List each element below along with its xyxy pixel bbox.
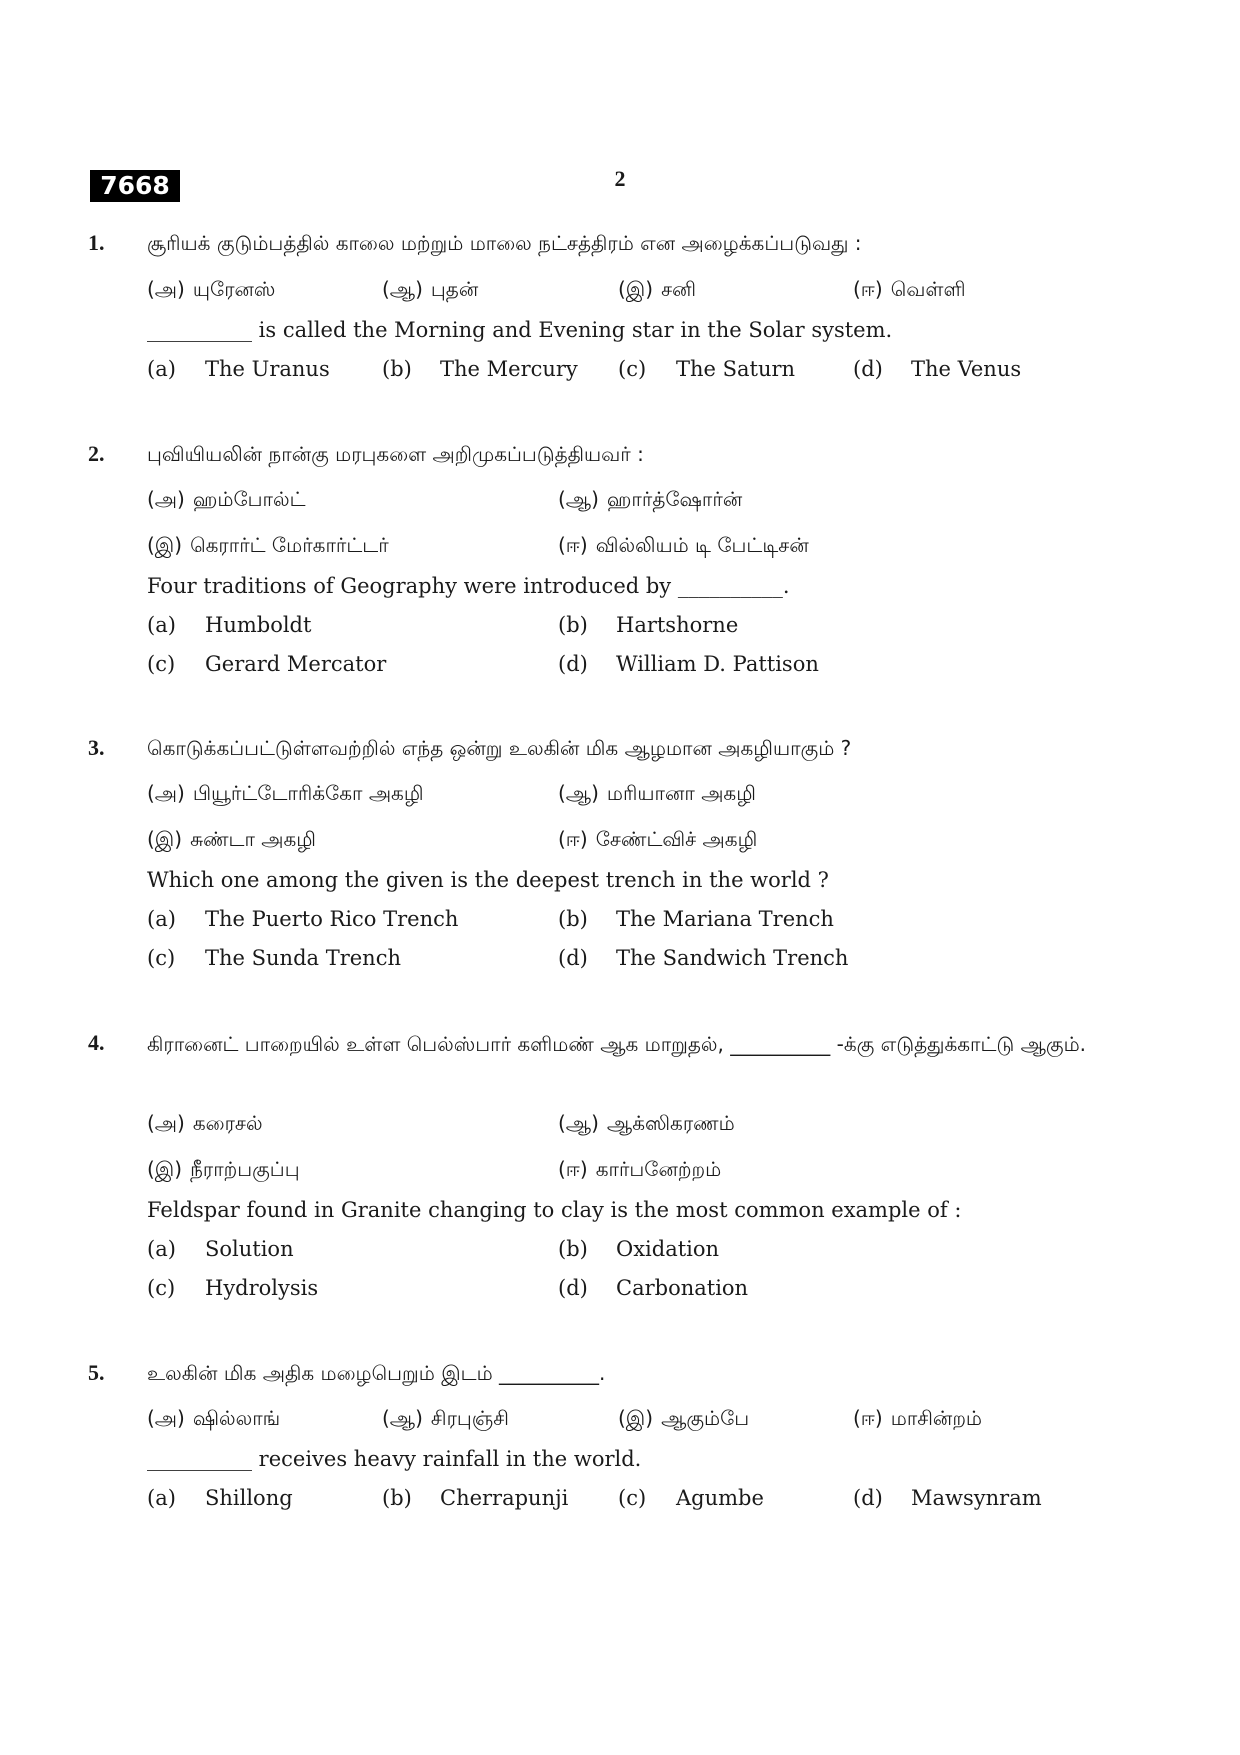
option-label: (b)	[558, 1237, 588, 1261]
option-text: Hartshorne	[616, 613, 739, 637]
tamil-option-a	[147, 776, 424, 810]
option-text: Solution	[205, 1237, 294, 1261]
option-text: The Mariana Trench	[616, 907, 834, 931]
option-label: (d)	[558, 1276, 588, 1300]
option-text: Gerard Mercator	[205, 652, 387, 676]
option-label: (ஆ)	[558, 1111, 599, 1135]
option-label: (c)	[147, 1276, 176, 1300]
option-label: (ஈ)	[558, 1157, 588, 1181]
english-question-text: __________ receives heavy rainfall in the world.	[147, 1447, 642, 1471]
option-text: ஆகும்பே	[661, 1406, 750, 1430]
option-label: (இ)	[618, 1406, 654, 1430]
tamil-option-b	[558, 482, 742, 516]
tamil-option-a	[147, 1401, 280, 1435]
english-option-c	[147, 941, 401, 975]
english-option-a	[147, 1232, 294, 1266]
option-text: William D. Pattison	[616, 652, 819, 676]
tamil-question-text: சூரியக் குடும்பத்தில் காலை மற்றும் மாலை நட்சத்திரம் என அழைக்கப்படுவது :	[147, 231, 862, 255]
option-text: The Saturn	[676, 357, 796, 381]
option-label: (a)	[147, 1237, 176, 1261]
option-text: The Sandwich Trench	[616, 946, 849, 970]
english-option-d	[558, 941, 848, 975]
english-option-d	[558, 1271, 748, 1305]
option-label: (b)	[382, 1486, 412, 1510]
tamil-question-text: கிரானைட் பாறையில் உள்ள பெல்ஸ்பார் களிமண் ஆக மாறுதல், __________ -க்கு எடுத்துக்காட்டு ஆகும்.	[147, 1032, 1087, 1056]
question-number: 3.	[88, 735, 105, 760]
option-text: கரைசல்	[192, 1111, 263, 1135]
tamil-option-c	[147, 822, 316, 856]
option-text: வெள்ளி	[890, 277, 966, 301]
tamil-option-c	[147, 1152, 300, 1186]
option-label: (அ)	[147, 487, 185, 511]
option-label: (b)	[558, 613, 588, 637]
tamil-option-c	[618, 1401, 749, 1435]
english-question-text: Four traditions of Geography were introduced by __________.	[147, 574, 790, 598]
option-text: சிரபுஞ்சி	[430, 1406, 509, 1430]
tamil-option-d	[558, 1152, 721, 1186]
english-option-a	[147, 608, 311, 642]
tamil-question-text: கொடுக்கப்பட்டுள்ளவற்றில் எந்த ஒன்று உலகின் மிக ஆழமான அகழியாகும் ?	[147, 736, 852, 760]
tamil-question-text: புவியியலின் நான்கு மரபுகளை அறிமுகப்படுத்தியவர் :	[147, 442, 644, 466]
tamil-option-a	[147, 1106, 263, 1140]
option-label: (b)	[382, 357, 412, 381]
option-text: சனி	[661, 277, 697, 301]
tamil-question-text: உலகின் மிக அதிக மழைபெறும் இடம் __________.	[147, 1361, 606, 1385]
english-question-text: __________ is called the Morning and Evening star in the Solar system.	[147, 318, 893, 342]
option-label: (ஆ)	[558, 781, 599, 805]
option-label: (ஈ)	[558, 533, 588, 557]
option-text: Humboldt	[205, 613, 312, 637]
tamil-option-b	[382, 1401, 509, 1435]
option-label: (ஆ)	[382, 1406, 423, 1430]
option-label: (c)	[147, 946, 176, 970]
option-label: (c)	[618, 1486, 647, 1510]
tamil-option-c	[618, 272, 696, 306]
option-text: யுரேனஸ்	[192, 277, 276, 301]
option-label: (a)	[147, 907, 176, 931]
option-label: (a)	[147, 357, 176, 381]
option-label: (அ)	[147, 1406, 185, 1430]
english-option-a	[147, 352, 330, 386]
english-option-d	[853, 352, 1021, 386]
english-option-a	[147, 902, 458, 936]
english-option-d	[558, 647, 819, 681]
option-text: Shillong	[205, 1486, 293, 1510]
option-text: Carbonation	[616, 1276, 749, 1300]
option-text: வில்லியம் டி பேட்டிசன்	[595, 533, 809, 557]
option-text: Agumbe	[676, 1486, 764, 1510]
option-label: (ஈ)	[558, 827, 588, 851]
english-option-b	[558, 1232, 719, 1266]
question-number: 4.	[88, 1030, 105, 1055]
option-label: (d)	[853, 357, 883, 381]
english-option-c	[147, 647, 386, 681]
tamil-option-b	[558, 776, 756, 810]
option-label: (d)	[558, 946, 588, 970]
option-text: Cherrapunji	[440, 1486, 569, 1510]
english-option-b	[382, 352, 578, 386]
option-text: The Sunda Trench	[205, 946, 401, 970]
option-text: புதன்	[430, 277, 479, 301]
option-label: (ஆ)	[558, 487, 599, 511]
option-text: The Uranus	[205, 357, 330, 381]
option-label: (ஆ)	[382, 277, 423, 301]
option-text: ஹார்த்ஷோர்ன்	[606, 487, 743, 511]
option-text: கார்பனேற்றம்	[595, 1157, 722, 1181]
question-number: 1.	[88, 230, 105, 255]
option-label: (b)	[558, 907, 588, 931]
option-text: ஆக்ஸிகரணம்	[606, 1111, 735, 1135]
english-option-c	[147, 1271, 318, 1305]
paper-code-badge: 7668	[90, 170, 180, 202]
page-number: 2	[614, 166, 626, 191]
option-label: (இ)	[147, 533, 183, 557]
english-option-a	[147, 1481, 293, 1515]
option-label: (இ)	[147, 827, 183, 851]
option-text: மாசின்றம்	[890, 1406, 983, 1430]
option-text: ஹம்போல்ட்	[192, 487, 306, 511]
option-label: (a)	[147, 613, 176, 637]
tamil-option-b	[382, 272, 478, 306]
option-text: சுண்டா அகழி	[190, 827, 316, 851]
option-text: Mawsynram	[911, 1486, 1042, 1510]
tamil-option-d	[853, 1401, 982, 1435]
option-text: பியூர்ட்டோரிக்கோ அகழி	[192, 781, 424, 805]
option-label: (c)	[147, 652, 176, 676]
option-label: (அ)	[147, 277, 185, 301]
question-number: 2.	[88, 441, 105, 466]
option-text: The Puerto Rico Trench	[205, 907, 459, 931]
english-question-text: Which one among the given is the deepest trench in the world ?	[147, 868, 829, 892]
option-label: (c)	[618, 357, 647, 381]
option-label: (இ)	[618, 277, 654, 301]
option-label: (அ)	[147, 1111, 185, 1135]
option-label: (d)	[853, 1486, 883, 1510]
english-option-b	[382, 1481, 568, 1515]
english-option-c	[618, 1481, 764, 1515]
option-text: கெரார்ட் மேர்கார்ட்டர்	[190, 533, 389, 557]
tamil-option-d	[558, 822, 757, 856]
option-label: (ஈ)	[853, 1406, 883, 1430]
english-question-text: Feldspar found in Granite changing to clay is the most common example of :	[147, 1198, 962, 1222]
tamil-option-a	[147, 482, 306, 516]
option-text: சேண்ட்விச் அகழி	[595, 827, 758, 851]
option-label: (இ)	[147, 1157, 183, 1181]
option-text: Oxidation	[616, 1237, 720, 1261]
english-option-b	[558, 902, 834, 936]
option-text: நீராற்பகுப்பு	[190, 1157, 300, 1181]
option-text: Hydrolysis	[205, 1276, 319, 1300]
option-text: The Mercury	[440, 357, 578, 381]
tamil-option-a	[147, 272, 275, 306]
tamil-option-b	[558, 1106, 735, 1140]
english-option-d	[853, 1481, 1042, 1515]
option-text: The Venus	[911, 357, 1022, 381]
option-text: மரியானா அகழி	[606, 781, 756, 805]
option-label: (அ)	[147, 781, 185, 805]
tamil-option-d	[853, 272, 966, 306]
option-label: (ஈ)	[853, 277, 883, 301]
english-option-c	[618, 352, 795, 386]
option-text: ஷில்லாங்	[192, 1406, 281, 1430]
option-label: (a)	[147, 1486, 176, 1510]
question-number: 5.	[88, 1360, 105, 1385]
option-label: (d)	[558, 652, 588, 676]
english-option-b	[558, 608, 738, 642]
tamil-option-c	[147, 528, 389, 562]
tamil-option-d	[558, 528, 809, 562]
